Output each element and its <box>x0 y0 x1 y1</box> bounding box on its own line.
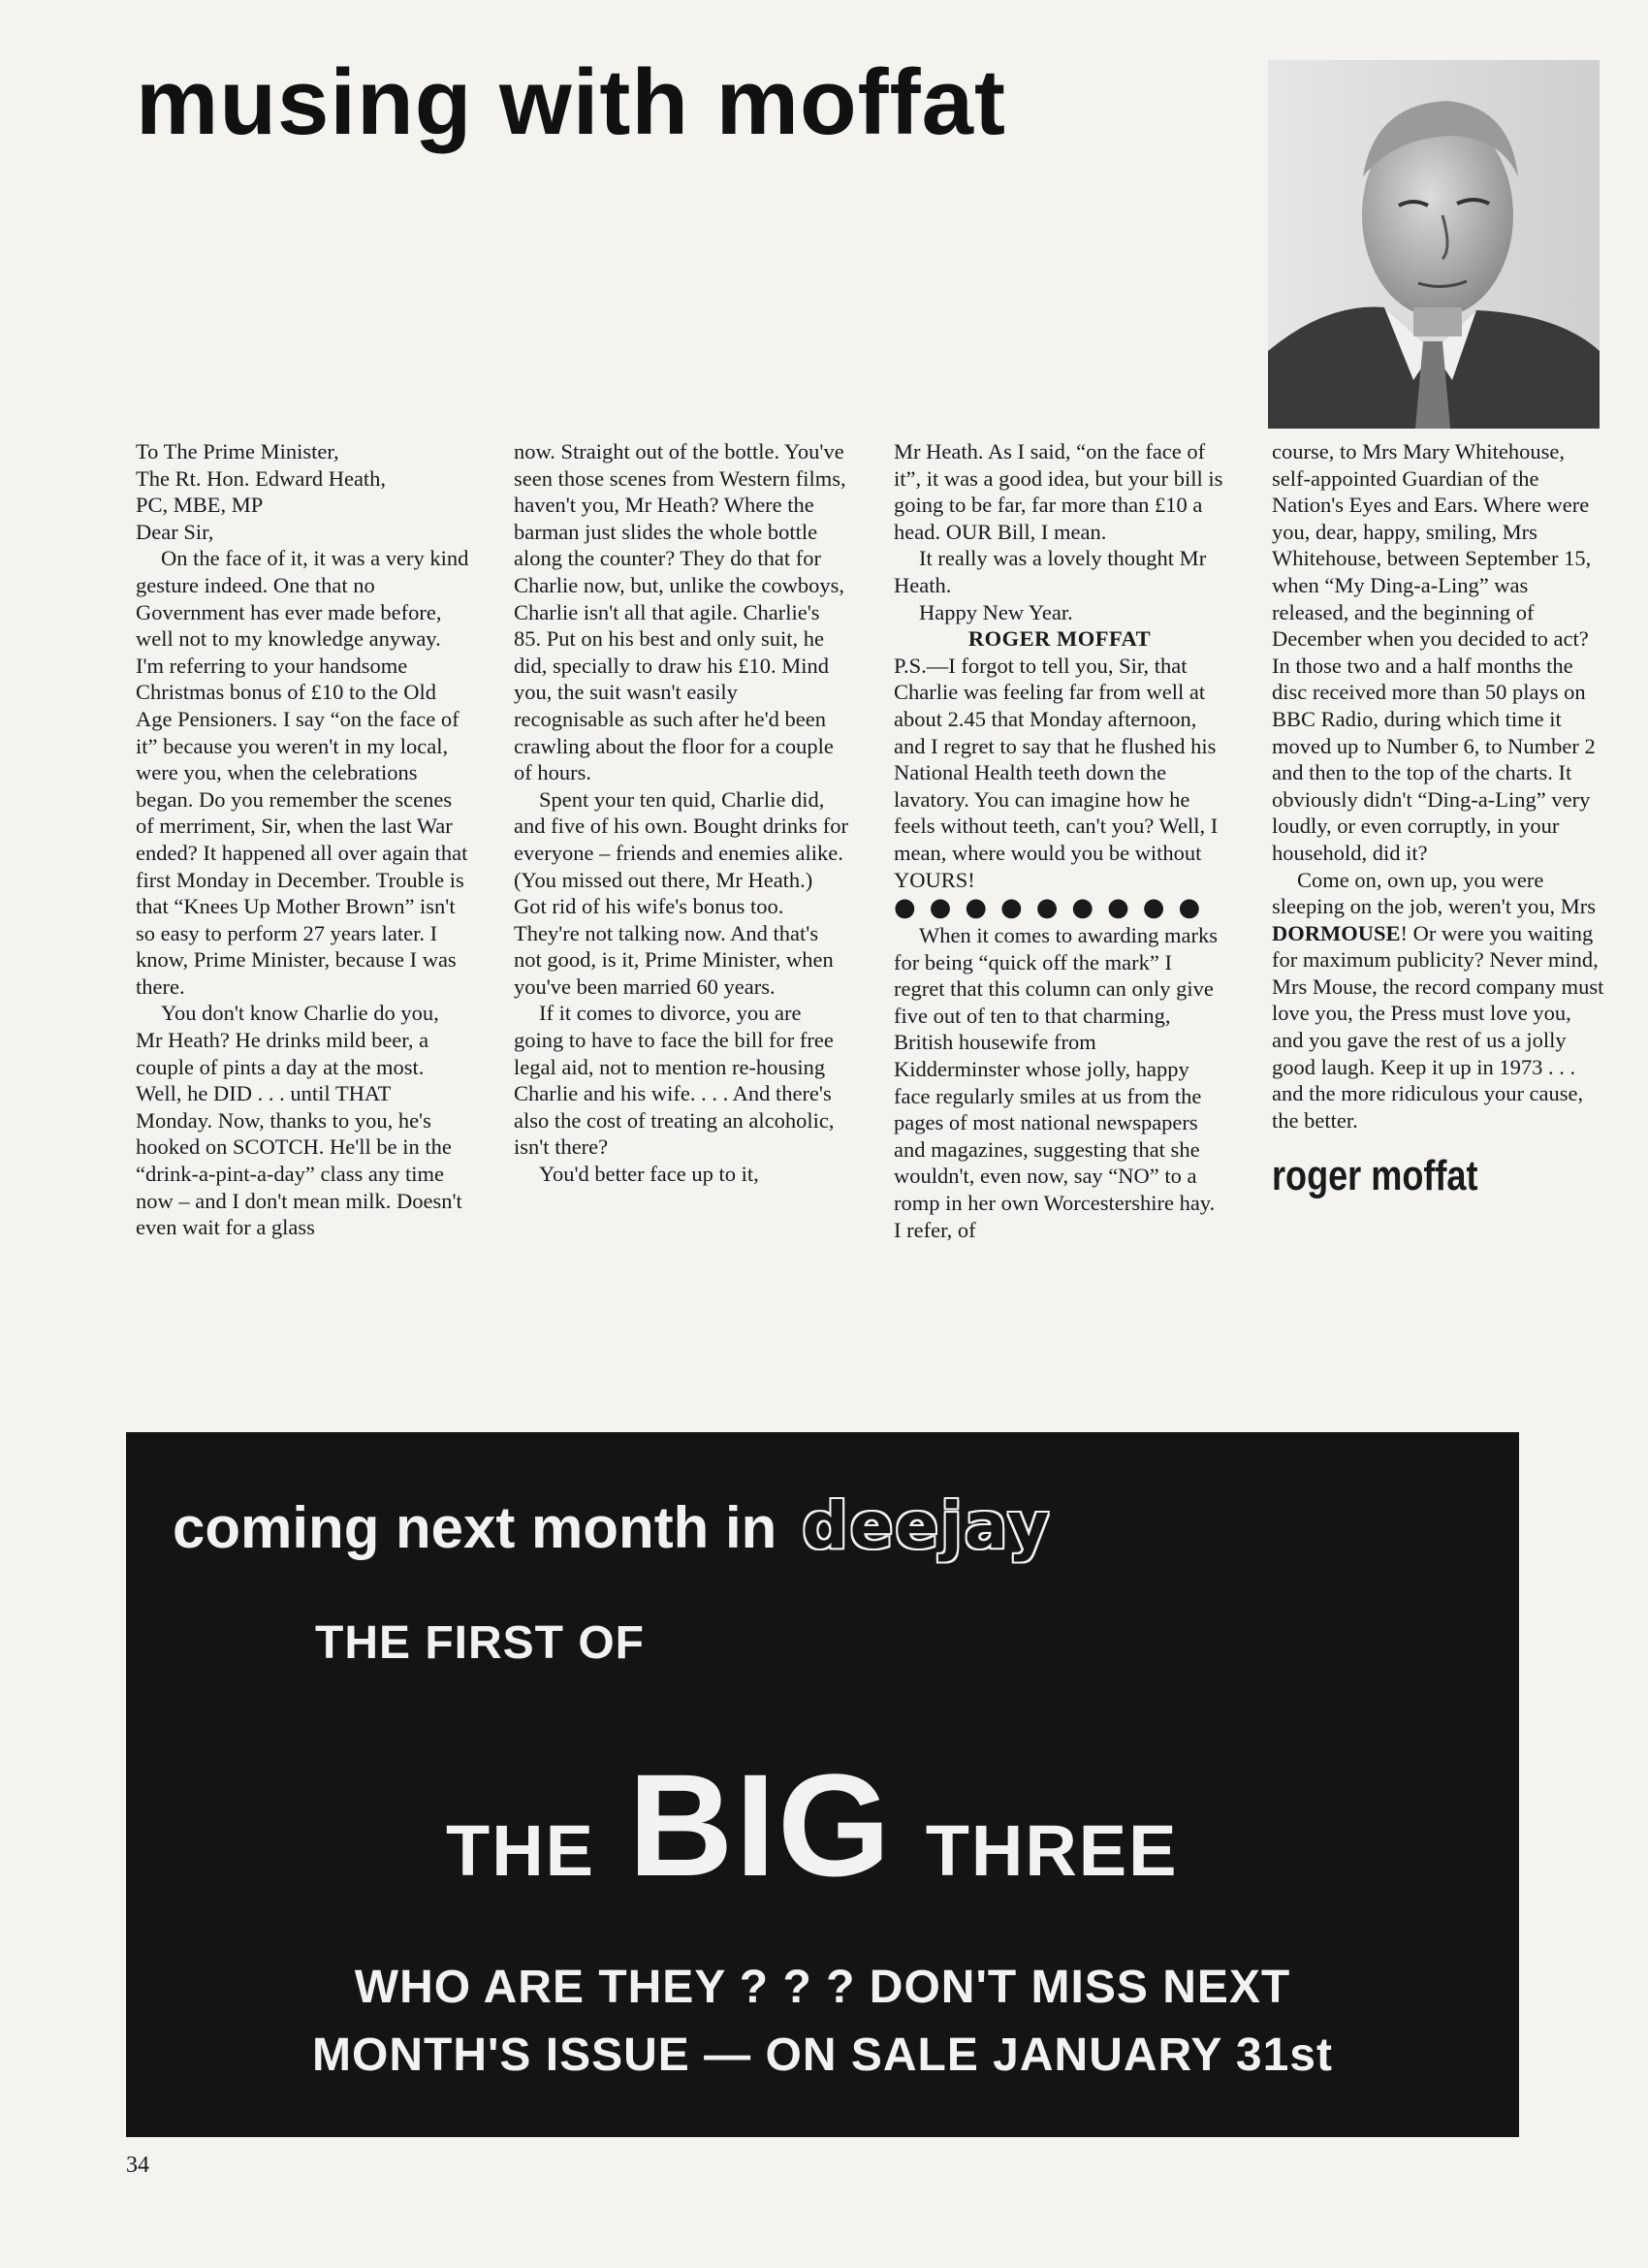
paragraph: Happy New Year. <box>919 599 1073 624</box>
ad-subheadline: THE FIRST OF <box>315 1617 645 1669</box>
ad-the: THE <box>446 1810 595 1891</box>
ad-headline <box>173 1488 1061 1563</box>
paragraph: It really was a lovely thought Mr Heath. <box>894 546 1207 597</box>
address-line: PC, MBE, MP <box>136 493 264 518</box>
paragraph: You don't know Charlie do you, Mr Heath? He drinks mild beer, a couple of pints a day at the most. Well, he DID . . . until THAT Monday. Now, thanks to you, he's hooked on SCOTCH. He'll be in the “drink-a-pint-a-day” class any time now – and I don't mean milk. Doesn't even wait for a glass <box>136 1001 462 1240</box>
paragraph: now. Straight out of the bottle. You've seen those scenes from Western films, haven't you, Mr Heath? Where the barman just slides the whole bottle along the counter? They do that for Charlie now, but, unlike the cowboys, Charlie isn't all that agile. Charlie's 85. Put on his best and only suit, he did, specially to draw his £10. Mind you, the suit wasn't easily recognisable as such after he'd been crawling about the floor for a couple of hours. <box>514 439 846 785</box>
author-byline: roger moffat <box>1272 1152 1478 1200</box>
deejay-logo: deejay <box>802 1488 1052 1563</box>
paragraph: On the face of it, it was a very kind gesture indeed. One that no Government has ever made before, well not to my knowledge anyway. I'm referring to your handsome Christmas bonus of £10 to the Old Age Pensioners. I say “on the face of it” because you weren't in my local, were you, when the celebrations began. Do you remember the scenes of merriment, Sir, when the last War ended? It happened all over again that first Monday in December. Trouble is that “Knees Up Mother Brown” isn't so easy to perform 27 years later. I know, Prime Minister, because I was there. <box>136 546 469 999</box>
postscript: P.S.—I forgot to tell you, Sir, that Charlie was feeling far from well at about 2.45 that Monday afternoon, and I regret to say that he flushed his National Health teeth down the lavatory. You can imagine how he feels without teeth, can't you? Well, I mean, where would you be without YOURS! <box>894 653 1219 892</box>
article-column-3 <box>894 438 1225 1243</box>
paragraph: Spent your ten quid, Charlie did, and five of his own. Bought drinks for everyone – friends and enemies alike. (You missed out there, Mr Heath.) Got rid of his wife's bonus too. They're not talking now. And that's not good, is it, Prime Minister, when you've been married 60 years. <box>514 786 848 999</box>
paragraph: course, to Mrs Mary Whitehouse, self-appointed Guardian of the Nation's Eyes and Ears. Where were you, dear, happy, smiling, Mrs Whitehouse, between September 15, when “My Ding-a-Ling” was released, and the beginning of December when you decided to act? In those two and a half months the disc received more than 50 plays on BBC Radio, during which time it moved up to Number 6, to Number 2 and then to the top of the charts. It obviously didn't “Ding-a-Ling” very loudly, or even corruptly, in your household, did it? <box>1272 439 1596 865</box>
paragraph: If it comes to divorce, you are going to have to face the bill for free legal aid, not to mention re-housing Charlie and his wife. . . . And there's also the cost of treating an alcoholic, isn't there? <box>514 1001 835 1160</box>
advertisement-banner <box>126 1432 1519 2137</box>
page-number: 34 <box>126 2153 149 2178</box>
article-column-4 <box>1272 438 1606 1198</box>
address-line: To The Prime Minister, <box>136 439 339 463</box>
paragraph: When it comes to awarding marks for being “quick off the mark” I regret that this column can only give five out of ten to that charming, British housewife from Kidderminster whose jolly, happy face regularly smiles at us from the pages of most national newspapers and magazines, suggesting that she wouldn't, even now, say “NO” to a romp in her own Worcestershire hay. I refer, of <box>894 923 1219 1242</box>
paragraph: You'd better face up to it, <box>539 1162 759 1187</box>
portrait-photo-icon <box>1268 60 1600 429</box>
emphasis-text: DORMOUSE <box>1272 920 1401 945</box>
paragraph-text: ! Or were you waiting for maximum publicity? Never mind, Mrs Mouse, the record company must love you, the Press must love you, and you gave the rest of us a jolly good laugh. Keep it up in 1973 . . . and the more ridiculous your cause, the better. <box>1272 920 1604 1133</box>
ad-big-three <box>446 1743 1179 1906</box>
article-title: musing with moffat <box>136 50 1006 154</box>
article-column-1 <box>136 438 470 1241</box>
paragraph-text: Come on, own up, you were sleeping on the job, weren't you, Mrs <box>1272 867 1596 919</box>
ad-tagline-2: MONTH'S ISSUE — ON SALE JANUARY 31st <box>312 2029 1333 2081</box>
ad-tagline-1: WHO ARE THEY ? ? ? DON'T MISS NEXT <box>354 1962 1291 2013</box>
ad-headline-text: coming next month in <box>173 1495 777 1560</box>
address-line: The Rt. Hon. Edward Heath, <box>136 465 387 491</box>
article-column-2 <box>514 438 848 1188</box>
ad-three: THREE <box>925 1810 1179 1891</box>
paragraph: Mr Heath. As I said, “on the face of it”, it was a good idea, but your bill is going to be far, far more than £10 a head. OUR Bill, I mean. <box>894 439 1223 544</box>
dot-divider: ●●●●●●●●● <box>894 893 1215 923</box>
signature: ROGER MOFFAT <box>967 626 1152 652</box>
ad-big: BIG <box>628 1743 893 1906</box>
paragraph <box>1272 867 1606 1134</box>
salutation: Dear Sir, <box>136 519 214 544</box>
